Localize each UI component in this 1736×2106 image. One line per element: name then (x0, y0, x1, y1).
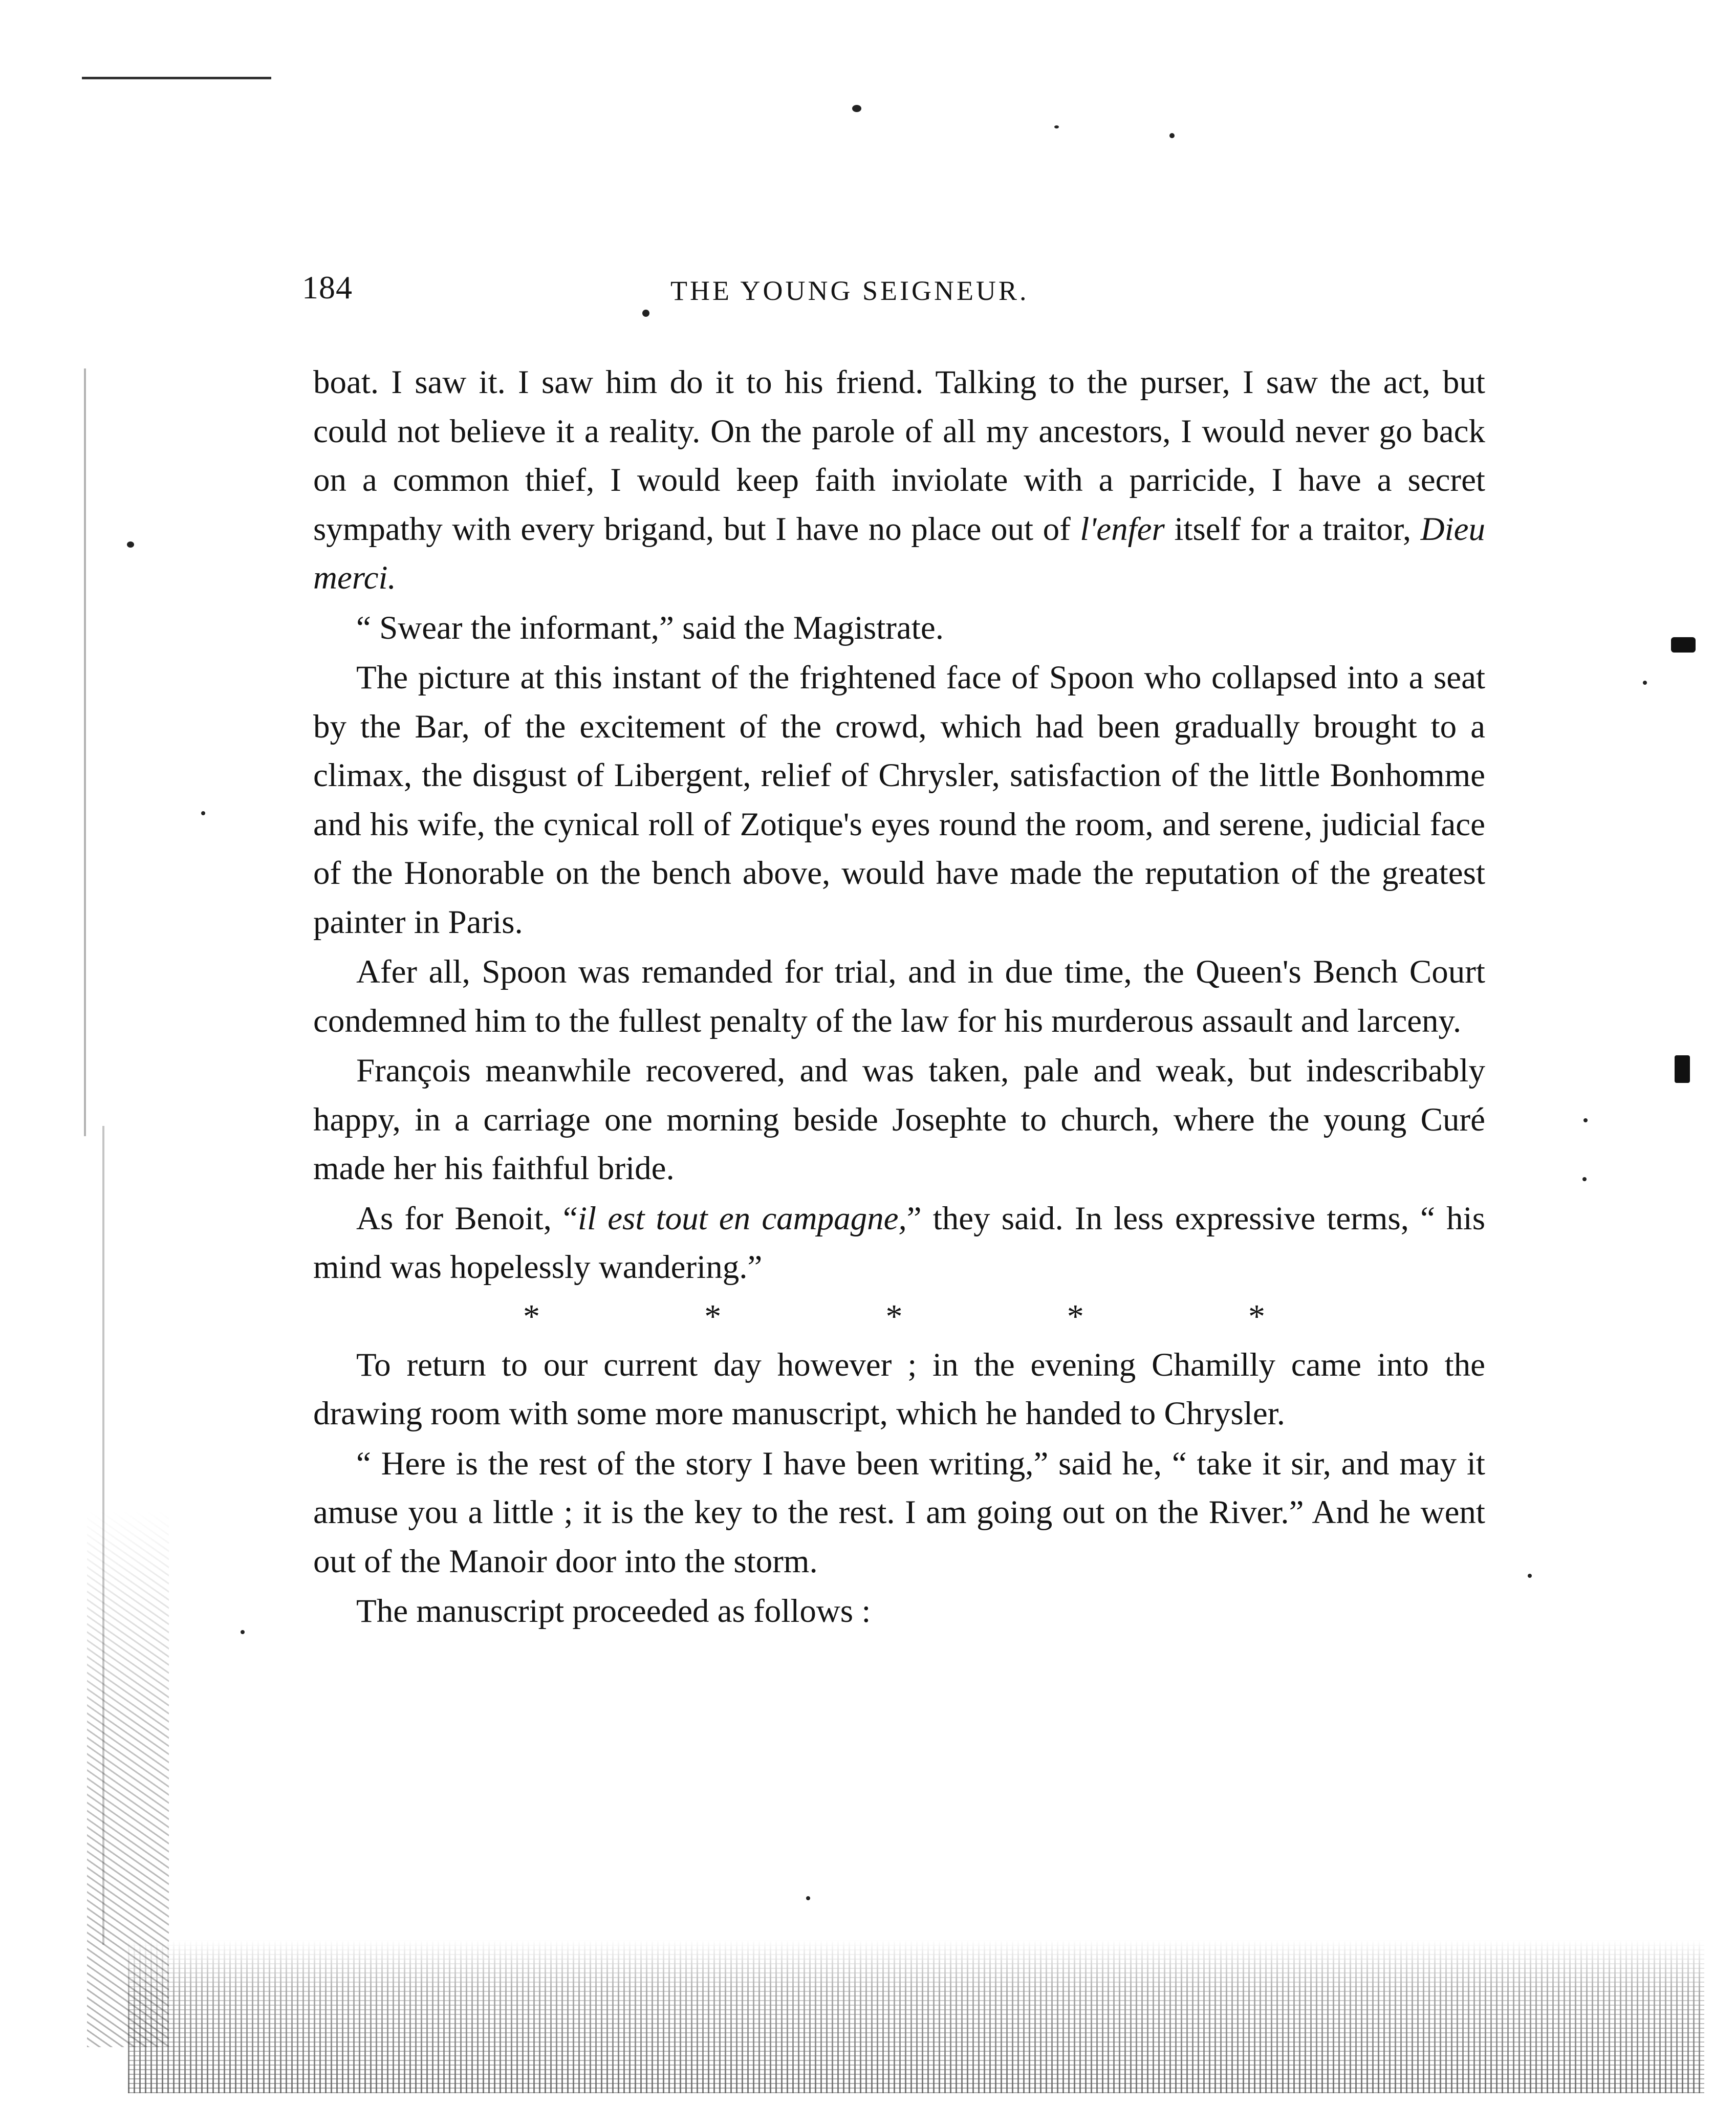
text-run: boat. I saw it. I saw him do it to his friend. Talking to the purser, I saw the act, but could not believe it a reality. On the parole of all my ancestors, I would never go back on a common thief, I would keep faith inviolate with a parricide, I have a secret sympathy with every brigand, but I have no place out of (313, 364, 1485, 548)
text-run: itself for a traitor, (1164, 510, 1421, 548)
text-run: Afer all, Spoon was remanded for trial, and in due time, the Queen's Bench Court condemned him to the fullest penalty of the law for his murderous assault and larceny. (313, 953, 1485, 1039)
text-run: To return to our current day however ; in the evening Chamilly came into the drawing room with some more manuscript, which he handed to Chrysler. (313, 1346, 1485, 1432)
scan-speck (852, 105, 861, 112)
scan-speck (1582, 1177, 1587, 1181)
section-break (523, 1292, 1265, 1341)
italic-text: l'enfer (1080, 510, 1165, 548)
scan-speck (1583, 1118, 1588, 1122)
scan-speck (127, 541, 134, 548)
running-title: THE YOUNG SEIGNEUR. (670, 275, 1029, 306)
paragraph (313, 654, 1485, 947)
text-run: As for Benoit, “ (356, 1200, 578, 1237)
scan-speck (1643, 681, 1647, 685)
scan-speck (806, 1896, 810, 1900)
page-number: 184 (302, 269, 353, 306)
text-run: “ Swear the informant,” said the Magistrate. (356, 609, 944, 646)
scan-speck (1169, 133, 1175, 138)
text-run: ” they said. In less expressive terms, “ his mind was hopelessly wandering.” (313, 1200, 1486, 1286)
body-text (313, 358, 1485, 1636)
scan-margin-line (84, 368, 86, 1136)
scan-speck (1528, 1574, 1532, 1578)
paragraph (313, 1195, 1485, 1292)
scan-ink-blot (1675, 1055, 1690, 1083)
italic-text: Dieu merci. (313, 510, 1485, 596)
running-head (302, 269, 1489, 315)
asterisk: * (1067, 1297, 1084, 1335)
paragraph (313, 1341, 1485, 1439)
scan-speck (1054, 125, 1059, 128)
text-run: François meanwhile recovered, and was taken, pale and weak, but indescribably happy, in a carriage one morning beside Josephte to church, where the young Curé made her his faithful bride. (313, 1052, 1485, 1187)
scan-speck (241, 1630, 245, 1634)
text-run: The manuscript proceeded as follows : (356, 1593, 871, 1630)
scan-bottom-noise (128, 1940, 1704, 2093)
asterisk: * (523, 1297, 540, 1335)
paragraph (313, 948, 1485, 1046)
text-run: The picture at this instant of the frightened face of Spoon who collapsed into a seat by the Bar, of the excitement of the crowd, which had been gradually brought to a climax, the disgust of Libergent, relief of Chrysler, satisfaction of the little Bonhomme and his wife, the cynical roll of Zotique's eyes round the room, and serene, judicial face of the Honorable on the bench above, would have made the reputation of the greatest painter in Paris. (313, 659, 1485, 941)
paragraph (313, 1440, 1485, 1587)
scan-top-rule (82, 77, 271, 79)
paragraph (313, 1047, 1485, 1193)
text-run: “ Here is the rest of the story I have been writing,” said he, “ take it sir, and may it amuse you a little ; it is the key to the rest. I am going out on the River.” And he went out of the Manoir door into the storm. (313, 1445, 1485, 1580)
paragraph (313, 358, 1485, 603)
asterisk: * (1248, 1297, 1265, 1335)
scan-ink-blot (1671, 637, 1696, 653)
paragraph (313, 1587, 1485, 1636)
italic-text: il est tout en campagne, (577, 1200, 907, 1237)
asterisk: * (885, 1297, 903, 1335)
scan-speck (201, 811, 205, 815)
asterisk: * (704, 1297, 722, 1335)
paragraph (313, 604, 1485, 653)
